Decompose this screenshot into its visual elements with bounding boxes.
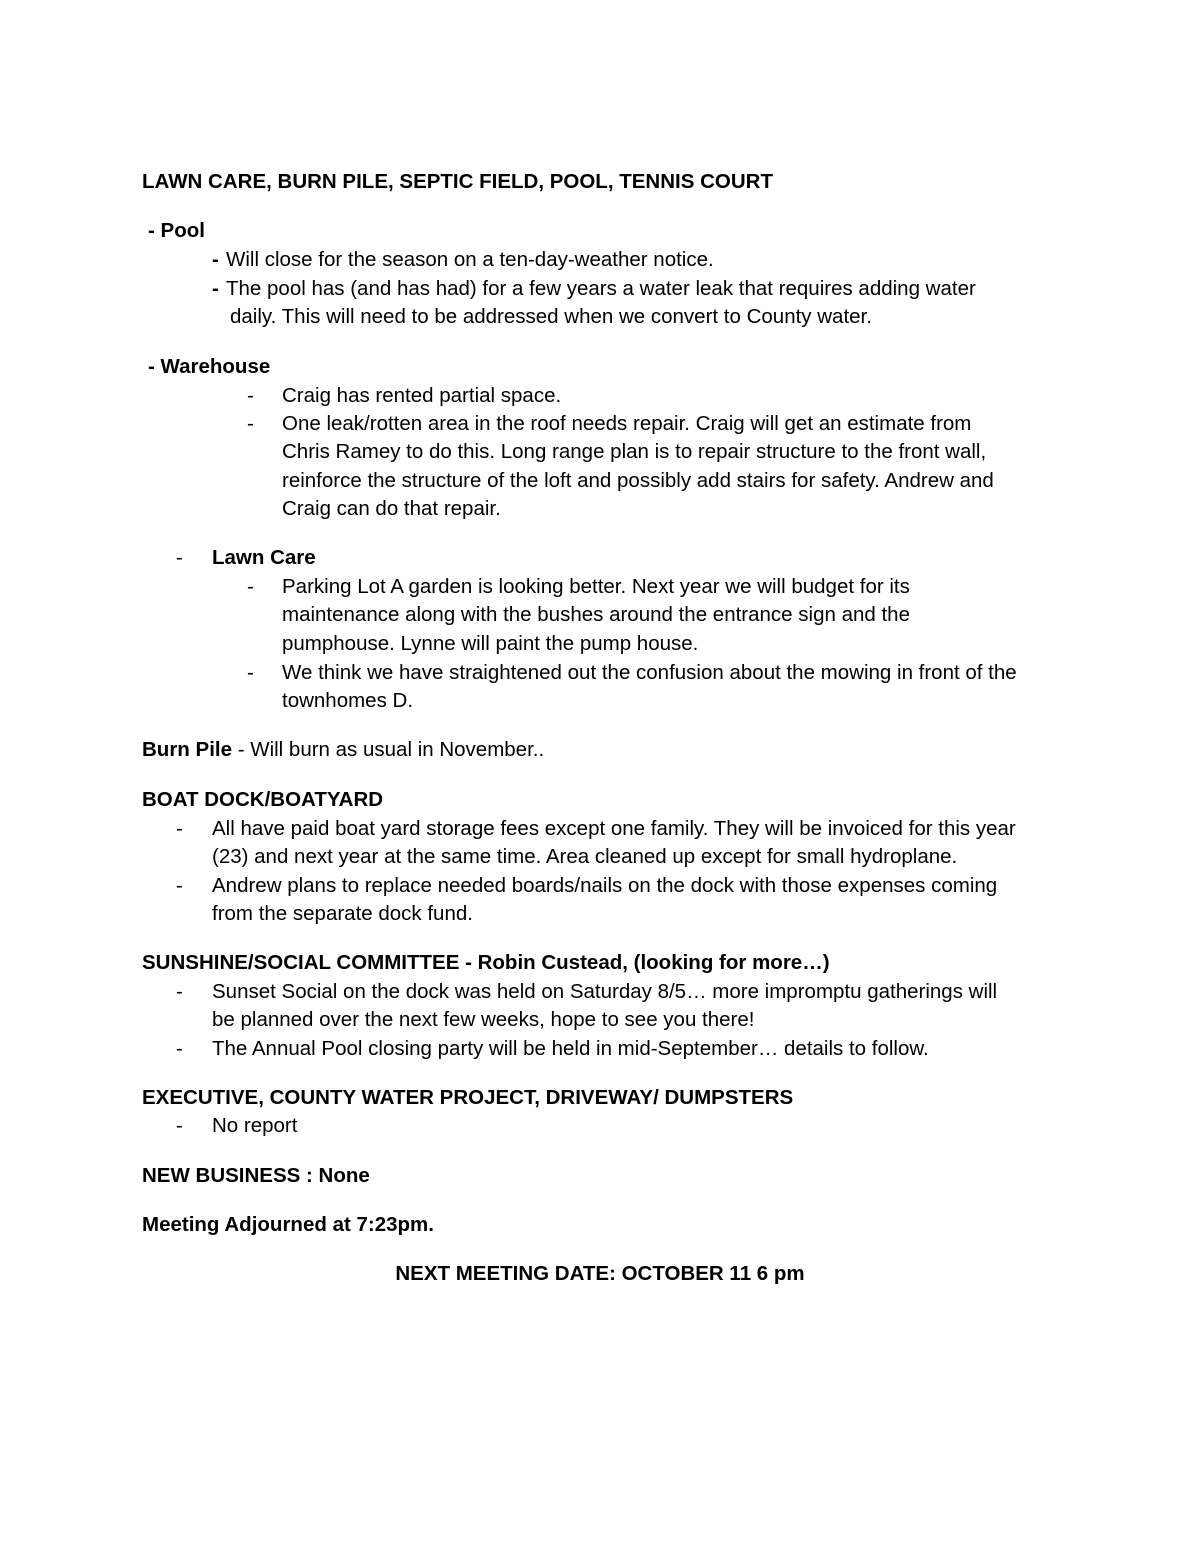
section-heading-boat-dock: BOAT DOCK/BOATYARD <box>142 788 384 811</box>
list-item-text: Craig has rented partial space. <box>282 384 562 407</box>
list-item-text: townhomes D. <box>282 689 414 712</box>
subsection-label-warehouse: - Warehouse <box>148 355 271 378</box>
list-bullet: - <box>247 412 254 435</box>
subsection-label-lawn-care: Lawn Care <box>212 546 316 569</box>
list-item-text: Craig can do that repair. <box>282 497 501 520</box>
list-bullet: - <box>176 980 183 1003</box>
list-item-text: from the separate dock fund. <box>212 902 473 925</box>
list-bullet: - <box>212 277 219 300</box>
list-bullet: - <box>176 874 183 897</box>
list-bullet: - <box>176 1037 183 1060</box>
list-item-text: No report <box>212 1114 298 1137</box>
section-heading-executive: EXECUTIVE, COUNTY WATER PROJECT, DRIVEWAY/ DUMPSTERS <box>142 1086 794 1109</box>
next-meeting-date: NEXT MEETING DATE: OCTOBER 11 6 pm <box>395 1262 805 1285</box>
list-bullet: - <box>176 1114 183 1137</box>
list-item-text: The pool has (and has had) for a few years a water leak that requires adding water <box>226 277 976 300</box>
burn-pile-line <box>142 736 544 765</box>
section-heading-sunshine: SUNSHINE/SOCIAL COMMITTEE - Robin Custead, (looking for more…) <box>142 951 830 974</box>
new-business-line: NEW BUSINESS : None <box>142 1164 370 1187</box>
list-item-text: We think we have straightened out the confusion about the mowing in front of the <box>282 661 1017 684</box>
list-bullet: - <box>176 546 183 569</box>
list-bullet: - <box>247 575 254 598</box>
list-bullet: - <box>247 661 254 684</box>
list-item-text: One leak/rotten area in the roof needs repair. Craig will get an estimate from <box>282 412 972 435</box>
list-item-text: reinforce the structure of the loft and possibly add stairs for safety. Andrew and <box>282 469 994 492</box>
list-item-text: Parking Lot A garden is looking better. Next year we will budget for its <box>282 575 910 598</box>
burn-pile-text: - Will burn as usual in November.. <box>232 738 545 761</box>
list-item-text: The Annual Pool closing party will be held in mid-September… details to follow. <box>212 1037 929 1060</box>
list-item-text: Chris Ramey to do this. Long range plan is to repair structure to the front wall, <box>282 440 987 463</box>
list-bullet: - <box>212 248 219 271</box>
list-bullet: - <box>176 817 183 840</box>
list-item-text: All have paid boat yard storage fees except one family. They will be invoiced for this year <box>212 817 1016 840</box>
list-bullet: - <box>247 384 254 407</box>
section-heading-lawn-care: LAWN CARE, BURN PILE, SEPTIC FIELD, POOL, TENNIS COURT <box>142 170 773 193</box>
subsection-label-pool: - Pool <box>148 219 205 242</box>
list-item-text: Sunset Social on the dock was held on Saturday 8/5… more impromptu gatherings will <box>212 980 998 1003</box>
burn-pile-label: Burn Pile <box>142 738 232 761</box>
list-item-text: Andrew plans to replace needed boards/nails on the dock with those expenses coming <box>212 874 998 897</box>
list-item-text: pumphouse. Lynne will paint the pump house. <box>282 632 699 655</box>
list-item-text: daily. This will need to be addressed when we convert to County water. <box>230 305 872 328</box>
list-item-text: (23) and next year at the same time. Area cleaned up except for small hydroplane. <box>212 845 958 868</box>
list-item-text: Will close for the season on a ten-day-weather notice. <box>226 248 714 271</box>
meeting-adjourned-line: Meeting Adjourned at 7:23pm. <box>142 1213 434 1236</box>
list-item-text: maintenance along with the bushes around the entrance sign and the <box>282 603 910 626</box>
list-item-text: be planned over the next few weeks, hope to see you there! <box>212 1008 755 1031</box>
